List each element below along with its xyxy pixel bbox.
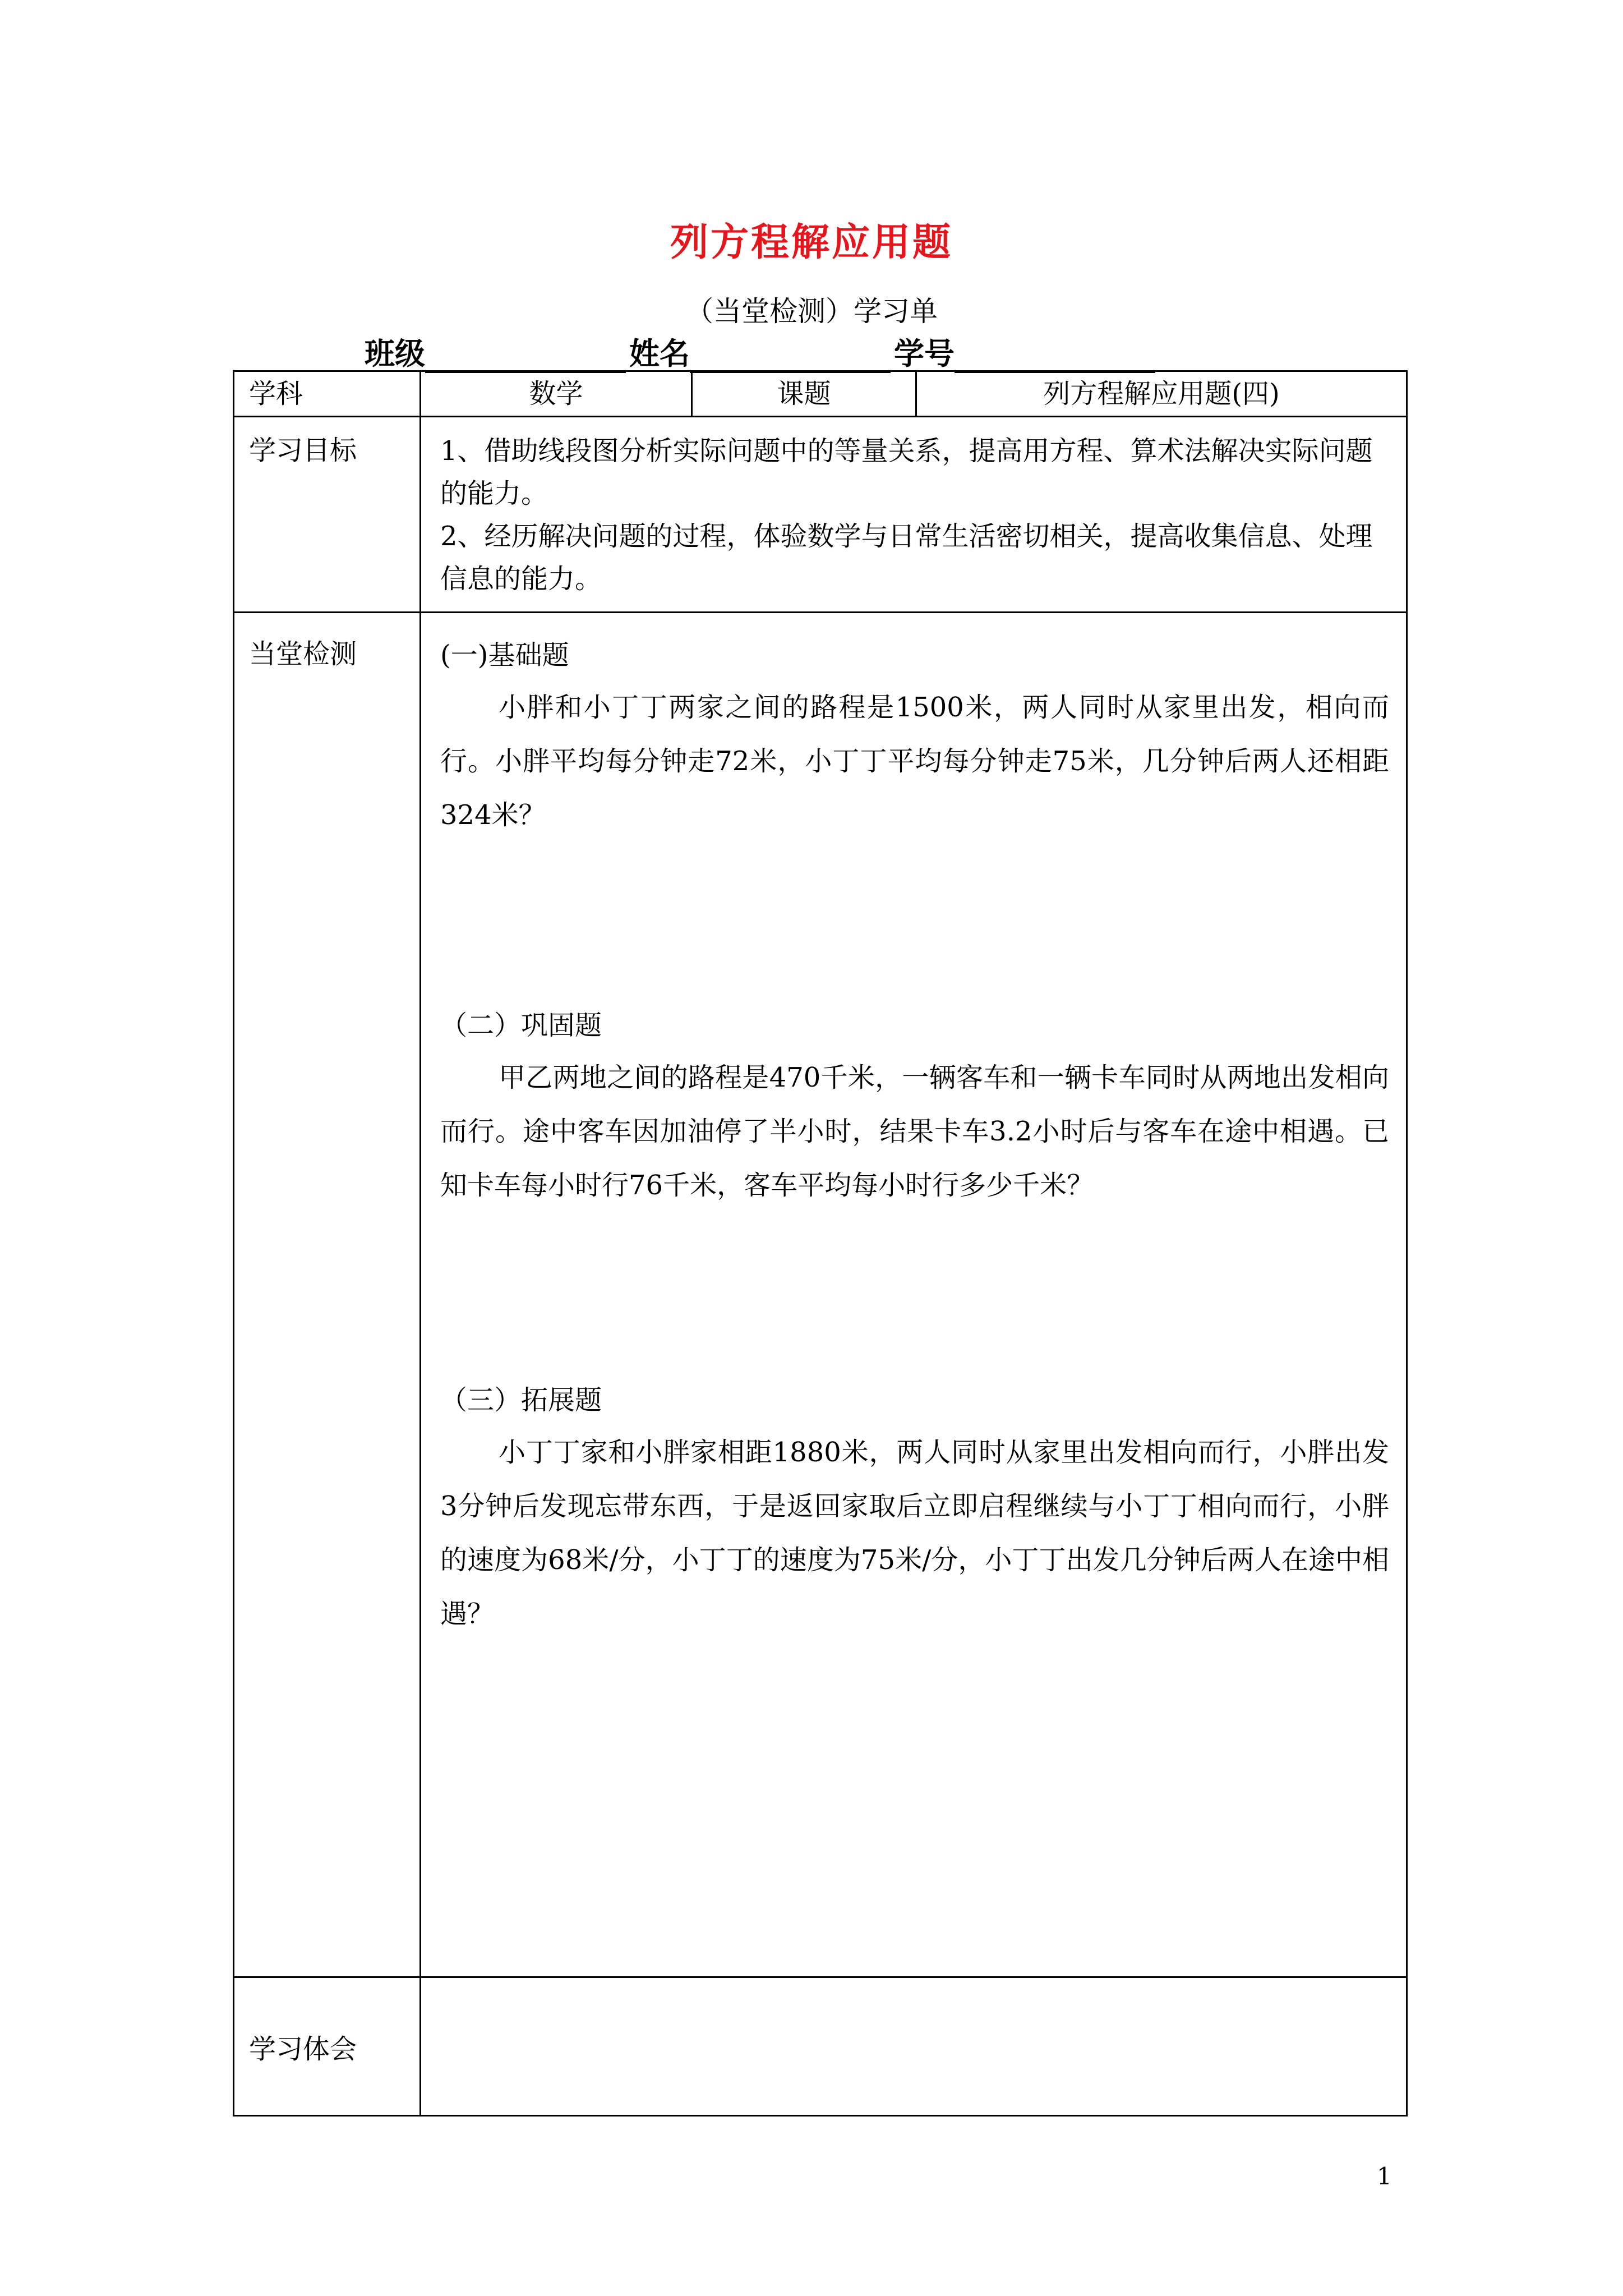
basic-question: 小胖和小丁丁两家之间的路程是1500米，两人同时从家里出发，相向而行。小胖平均每分钟走72米，小丁丁平均每分钟走75米，几分钟后两人还相距324米？	[440, 692, 1389, 831]
topic-value: 列方程解应用题(四)	[916, 371, 1407, 417]
name-label: 姓名	[629, 335, 690, 371]
objective-item: 1、借助线段图分析实际问题中的等量关系，提高用方程、算术法解决实际问题的能力。	[440, 435, 1373, 509]
page-title: 列方程解应用题	[670, 220, 953, 265]
number-label: 学号	[894, 335, 955, 371]
topic-label: 课题	[692, 371, 916, 417]
check-label: 当堂检测	[234, 613, 421, 1977]
extension-heading: （三）拓展题	[440, 1384, 602, 1416]
check-cell	[421, 613, 1407, 1977]
number-blank[interactable]	[955, 339, 1155, 373]
page-number: 1	[1377, 2162, 1392, 2190]
student-info-row	[365, 330, 1159, 373]
class-blank[interactable]	[425, 339, 626, 373]
check-row	[234, 613, 1407, 1977]
reflection-label: 学习体会	[234, 1977, 421, 2116]
reflection-row	[234, 1977, 1407, 2116]
consolidation-question: 甲乙两地之间的路程是470千米，一辆客车和一辆卡车同时从两地出发相向而行。途中客车因加油停了半小时，结果卡车3.2小时后与客车在途中相遇。已知卡车每小时行76千米，客车平均每小时行多少千米？	[440, 1062, 1389, 1201]
extension-question: 小丁丁家和小胖家相距1880米，两人同时从家里出发相向而行，小胖出发3分钟后发现忘带东西，于是返回家取后立即启程继续与小丁丁相向而行，小胖的速度为68米/分，小丁丁的速度为75米/分，小丁丁出发几分钟后两人在途中相遇？	[440, 1437, 1389, 1630]
answer-space-2[interactable]	[440, 1212, 1389, 1375]
objectives-row	[234, 417, 1407, 613]
answer-space-1[interactable]	[440, 842, 1389, 1000]
header-row	[234, 371, 1407, 417]
subject-label: 学科	[234, 371, 421, 417]
reflection-cell[interactable]	[421, 1977, 1407, 2116]
class-label: 班级	[365, 335, 425, 371]
page-subtitle: （当堂检测）学习单	[685, 295, 938, 328]
objectives-cell	[421, 417, 1407, 613]
subject-value: 数学	[421, 371, 692, 417]
name-blank[interactable]	[690, 339, 891, 373]
worksheet-table	[233, 370, 1408, 2116]
basic-heading: (一)基础题	[440, 639, 569, 671]
objective-item: 2、经历解决问题的过程，体验数学与日常生活密切相关，提高收集信息、处理信息的能力。	[440, 521, 1373, 595]
objectives-label: 学习目标	[234, 417, 421, 613]
consolidation-heading: （二）巩固题	[440, 1010, 602, 1041]
